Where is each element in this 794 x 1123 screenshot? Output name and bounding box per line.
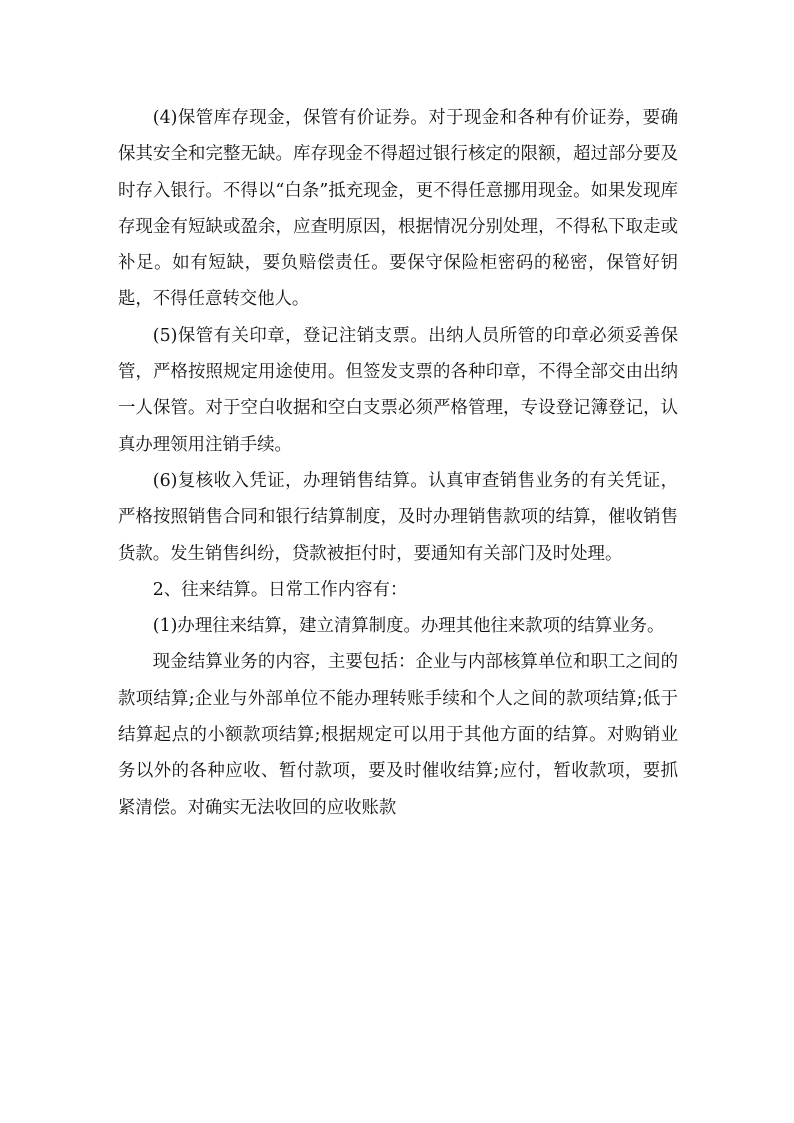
paragraph-cash-settlement: 现金结算业务的内容，主要包括：企业与内部核算单位和职工之间的款项结算;企业与外部单位不能办理转账手续和个人之间的款项结算;低于结算起点的小额款项结算;根据规定可以用于其他方面的结算。对购销业务以外的各种应收、暂付款项，要及时催收结算;应付，暂收款项，要抓紧清偿。对确实无法收回的应收账款 xyxy=(118,652,678,818)
paragraph-clearing-system: (1)办理往来结算，建立清算制度。办理其他往来款项的结算业务。 xyxy=(152,616,665,637)
paragraph-section-heading: 2、往来结算。日常工作内容有： xyxy=(152,579,408,600)
paragraph-sales-settlement: (6)复核收入凭证，办理销售结算。认真审查销售业务的有关凭证，严格按照销售合同和银行结算制度，及时办理销售款项的结算，催收销售货款。发生销售纠纷，贷款被拒付时，要通知有关部门及时处理。 xyxy=(118,470,678,564)
paragraph-cash-custody: (4)保管库存现金，保管有价证券。对于现金和各种有价证券，要确保其安全和完整无缺。库存现金不得超过银行核定的限额，超过部分要及时存入银行。不得以“白条”抵充现金，更不得任意挪用现金。如果发现库存现金有短缺或盈余，应查明原因，根据情况分别处理，不得私下取走或补足。如有短缺，要负赔偿责任。要保守保险柜密码的秘密，保管好钥匙，不得任意转交他人。 xyxy=(118,108,678,310)
document-body xyxy=(118,100,678,826)
paragraph-seal-custody: (5)保管有关印章，登记注销支票。出纳人员所管的印章必须妥善保管，严格按照规定用途使用。但签发支票的各种印章，不得全部交由出纳一人保管。对于空白收据和空白支票必须严格管理，专设登记簿登记，认真办理领用注销手续。 xyxy=(118,325,678,455)
